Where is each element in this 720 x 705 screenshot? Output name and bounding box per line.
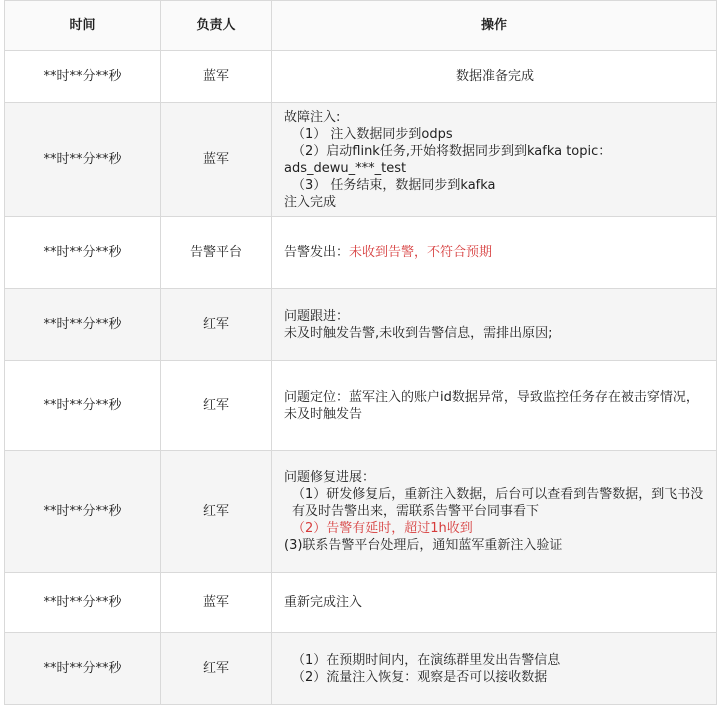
action-line: （2）流量注入恢复：观察是否可以接收数据 <box>292 669 548 685</box>
action-line-highlight: （2）告警有延时，超过1h收到 <box>292 521 473 536</box>
header-action: 操作 <box>272 1 717 51</box>
owner-cell: 蓝军 <box>161 51 272 103</box>
owner-cell: 红军 <box>161 289 272 361</box>
action-cell <box>272 361 717 451</box>
action-cell <box>272 289 717 361</box>
time-cell: **时**分**秒 <box>5 51 161 103</box>
action-line: （1） 注入数据同步到odps <box>292 126 453 142</box>
action-cell: 数据准备完成 <box>272 51 717 103</box>
owner-cell: 蓝军 <box>161 103 272 217</box>
table-row <box>5 217 717 289</box>
time-cell: **时**分**秒 <box>5 573 161 633</box>
time-cell: **时**分**秒 <box>5 103 161 217</box>
action-line: （3） 任务结束，数据同步到kafka <box>292 177 496 193</box>
action-cell <box>272 217 717 289</box>
time-cell: **时**分**秒 <box>5 217 161 289</box>
action-highlight: 未收到告警，不符合预期 <box>349 245 493 260</box>
drill-timeline-table <box>4 0 717 705</box>
action-cell <box>272 103 717 217</box>
table-row <box>5 289 717 361</box>
time-cell: **时**分**秒 <box>5 361 161 451</box>
table-row <box>5 451 717 573</box>
owner-cell: 蓝军 <box>161 573 272 633</box>
action-line: 注入完成 <box>284 194 337 210</box>
time-cell: **时**分**秒 <box>5 289 161 361</box>
action-line: 未及时触发告警,未收到告警信息，需排出原因; <box>284 325 553 341</box>
table-row <box>5 103 717 217</box>
action-text: 问题定位：蓝军注入的账户id数据异常，导致监控任务存在被击穿情况，未及时触发告 <box>284 389 699 422</box>
action-cell <box>272 451 717 573</box>
action-line: 故障注入: <box>284 109 341 125</box>
table-row <box>5 51 717 103</box>
action-line: （2）启动flink任务,开始将数据同步到到kafka topic： <box>292 143 612 159</box>
table-row <box>5 573 717 633</box>
action-line: ads_dewu_***_test <box>284 160 407 176</box>
table-row <box>5 361 717 451</box>
action-line: （1）在预期时间内，在演练群里发出告警信息 <box>292 652 561 668</box>
action-prefix: 告警发出： <box>284 245 350 260</box>
action-cell: 重新完成注入 <box>272 573 717 633</box>
action-line: 问题跟进： <box>284 308 350 324</box>
action-line: 问题修复进展： <box>284 470 376 485</box>
time-cell: **时**分**秒 <box>5 633 161 705</box>
owner-cell: 红军 <box>161 633 272 705</box>
owner-cell: 告警平台 <box>161 217 272 289</box>
table-header-row <box>5 1 717 51</box>
header-time: 时间 <box>5 1 161 51</box>
time-cell: **时**分**秒 <box>5 451 161 573</box>
owner-cell: 红军 <box>161 361 272 451</box>
header-owner: 负责人 <box>161 1 272 51</box>
action-line: （1）研发修复后，重新注入数据，后台可以查看到告警数据，到飞书没有及时告警出来，需联系告警平台同事看下 <box>292 487 704 519</box>
action-cell <box>272 633 717 705</box>
table-row <box>5 633 717 705</box>
owner-cell: 红军 <box>161 451 272 573</box>
action-line: (3)联系告警平台处理后，通知蓝军重新注入验证 <box>284 538 563 553</box>
